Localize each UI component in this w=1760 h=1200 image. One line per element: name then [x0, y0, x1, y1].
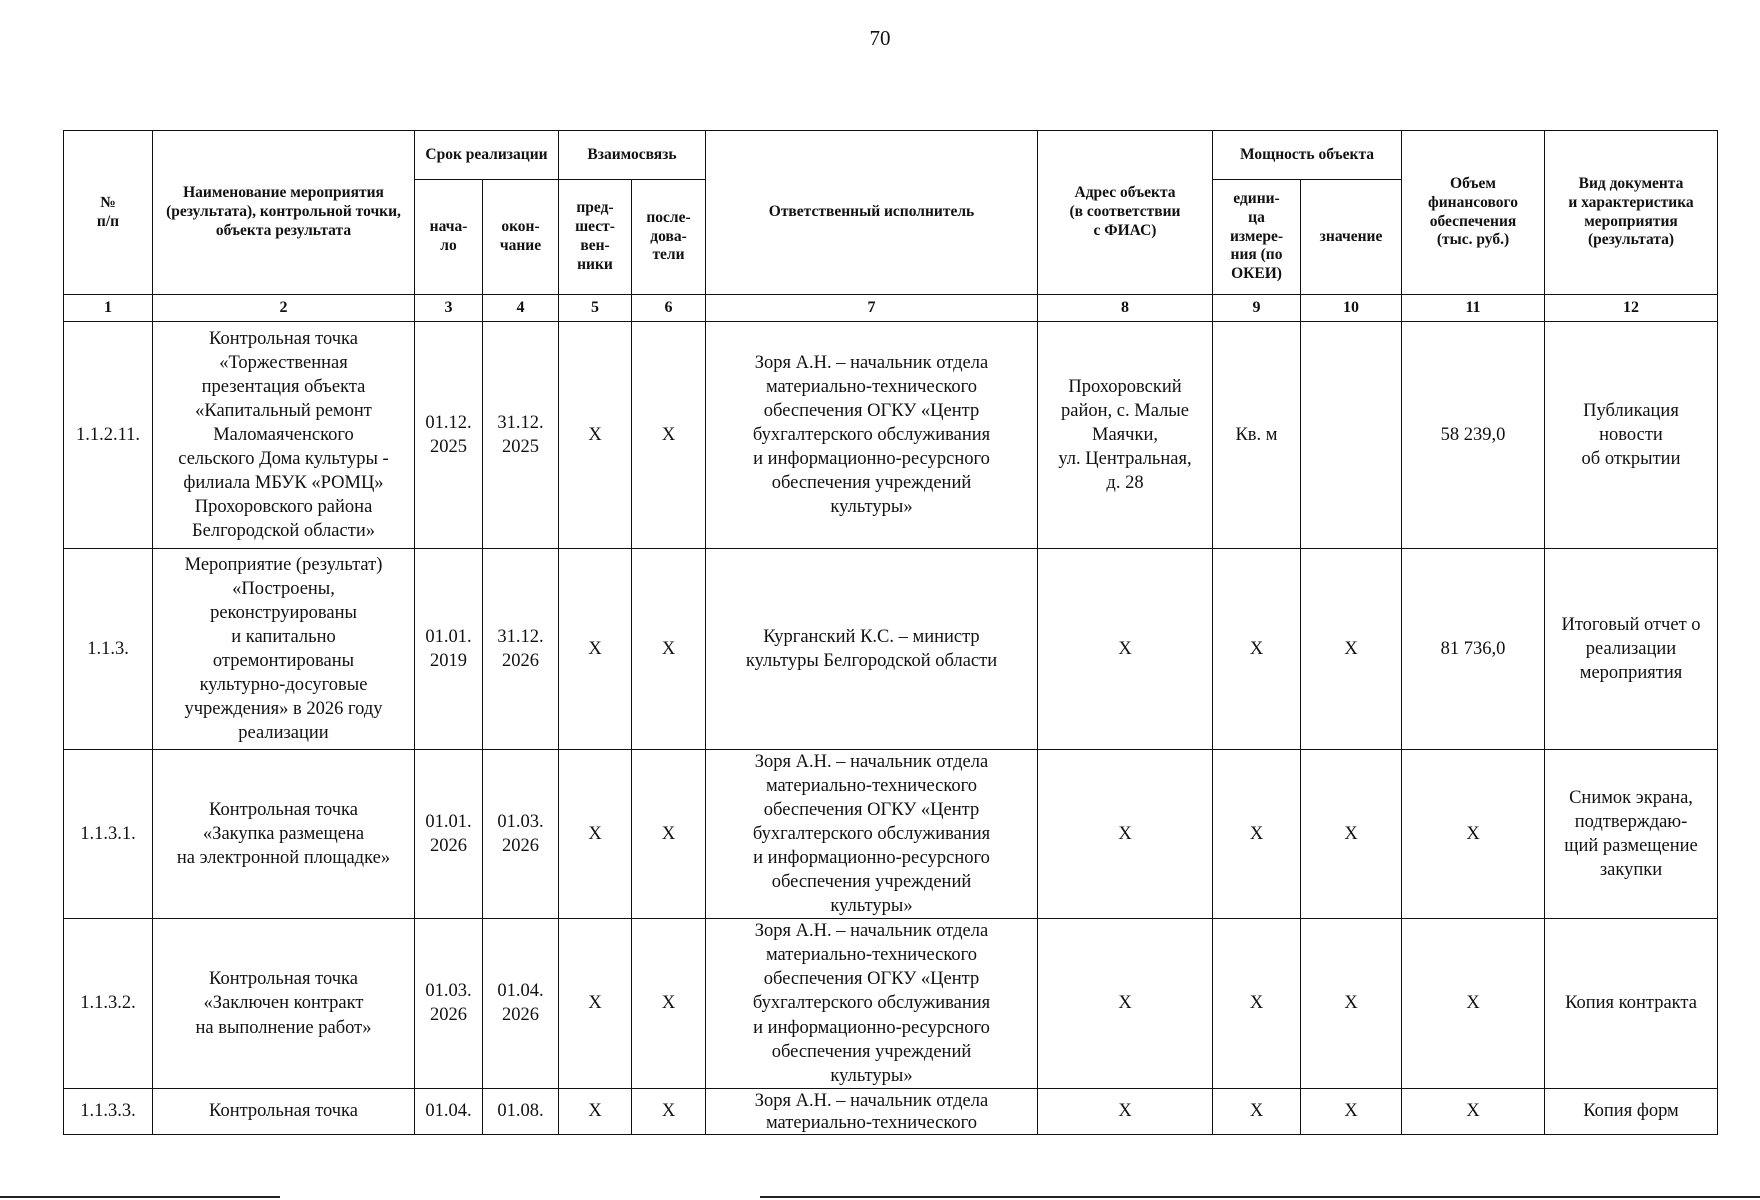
row-end: 31.12. 2026: [483, 549, 559, 750]
column-number: 6: [632, 295, 706, 322]
header-address: Адрес объекта (в соответствии с ФИАС): [1038, 131, 1213, 295]
row-executor: Зоря А.Н. – начальник отдела материально-технического обеспечения ОГКУ «Центр бухгалтерского обслуживания и информационно-ресурсного обеспечения учреждений культуры»: [706, 919, 1038, 1088]
row-start: 01.01. 2019: [415, 549, 483, 750]
column-number: 2: [153, 295, 415, 322]
row-address: X: [1038, 549, 1213, 750]
row-executor: Зоря А.Н. – начальник отдела материально-технического: [706, 1088, 1038, 1134]
row-code: 1.1.3.: [64, 549, 153, 750]
column-number: 1: [64, 295, 153, 322]
header-link-group: Взаимосвязь: [559, 131, 706, 180]
row-prev: X: [559, 1088, 632, 1134]
row-end: 31.12. 2025: [483, 322, 559, 549]
row-prev: X: [559, 919, 632, 1088]
row-value: X: [1301, 549, 1402, 750]
row-finance: 81 736,0: [1402, 549, 1545, 750]
column-number: 11: [1402, 295, 1545, 322]
row-finance: X: [1402, 1088, 1545, 1134]
column-number: 5: [559, 295, 632, 322]
row-address: X: [1038, 1088, 1213, 1134]
row-value: X: [1301, 750, 1402, 919]
row-start: 01.04.: [415, 1088, 483, 1134]
row-code: 1.1.3.1.: [64, 750, 153, 919]
column-number: 8: [1038, 295, 1213, 322]
row-next: X: [632, 322, 706, 549]
header-name: Наименование мероприятия (результата), контрольной точки, объекта результата: [153, 131, 415, 295]
row-unit: X: [1213, 750, 1301, 919]
column-number-row: [64, 295, 1718, 322]
row-name: Мероприятие (результат) «Построены, реконструированы и капитально отремонтированы культурно-досуговые учреждения» в 2026 году реализации: [153, 549, 415, 750]
row-value: [1301, 322, 1402, 549]
column-number: 3: [415, 295, 483, 322]
row-prev: X: [559, 750, 632, 919]
row-executor: Зоря А.Н. – начальник отдела материально-технического обеспечения ОГКУ «Центр бухгалтерского обслуживания и информационно-ресурсного обеспечения учреждений культуры»: [706, 750, 1038, 919]
row-address: Прохоровский район, с. Малые Маячки, ул. Центральная, д. 28: [1038, 322, 1213, 549]
column-number: 10: [1301, 295, 1402, 322]
row-finance: 58 239,0: [1402, 322, 1545, 549]
header-doc: Вид документа и характеристика мероприятия (результата): [1545, 131, 1718, 295]
header-link-next: после- дова- тели: [632, 180, 706, 295]
row-start: 01.03. 2026: [415, 919, 483, 1088]
row-name: Контрольная точка «Торжественная презентация объекта «Капитальный ремонт Маломаяченского сельского Дома культуры - филиала МБУК «РОМЦ» Прохоровского района Белгородской области»: [153, 322, 415, 549]
row-doc: Снимок экрана, подтверждаю- щий размещение закупки: [1545, 750, 1718, 919]
row-name: Контрольная точка «Заключен контракт на выполнение работ»: [153, 919, 415, 1088]
row-unit: Кв. м: [1213, 322, 1301, 549]
row-code: 1.1.3.3.: [64, 1088, 153, 1134]
column-number: 7: [706, 295, 1038, 322]
table-row: [64, 1088, 1718, 1134]
row-end: 01.08.: [483, 1088, 559, 1134]
row-executor: Курганский К.С. – министр культуры Белгородской области: [706, 549, 1038, 750]
row-finance: X: [1402, 919, 1545, 1088]
row-executor: Зоря А.Н. – начальник отдела материально-технического обеспечения ОГКУ «Центр бухгалтерского обслуживания и информационно-ресурсного обеспечения учреждений культуры»: [706, 322, 1038, 549]
plan-table: [63, 130, 1718, 1135]
header-term-start: нача- ло: [415, 180, 483, 295]
header-executor: Ответственный исполнитель: [706, 131, 1038, 295]
header-term-end: окон- чание: [483, 180, 559, 295]
row-prev: X: [559, 549, 632, 750]
header-row-top: [64, 131, 1718, 180]
column-number: 9: [1213, 295, 1301, 322]
row-next: X: [632, 1088, 706, 1134]
column-number: 12: [1545, 295, 1718, 322]
footer-rule: [760, 1196, 1760, 1198]
row-address: X: [1038, 750, 1213, 919]
table-row: [64, 750, 1718, 919]
row-value: X: [1301, 919, 1402, 1088]
row-start: 01.01. 2026: [415, 750, 483, 919]
row-next: X: [632, 750, 706, 919]
footer-rule: [0, 1196, 280, 1198]
header-finance: Объем финансового обеспечения (тыс. руб.): [1402, 131, 1545, 295]
row-name: Контрольная точка «Закупка размещена на электронной площадке»: [153, 750, 415, 919]
row-doc: Копия контракта: [1545, 919, 1718, 1088]
header-capacity-unit: едини- ца измере- ния (по ОКЕИ): [1213, 180, 1301, 295]
row-address: X: [1038, 919, 1213, 1088]
row-prev: X: [559, 322, 632, 549]
row-value: X: [1301, 1088, 1402, 1134]
row-next: X: [632, 549, 706, 750]
row-end: 01.03. 2026: [483, 750, 559, 919]
row-end: 01.04. 2026: [483, 919, 559, 1088]
row-doc: Итоговый отчет о реализации мероприятия: [1545, 549, 1718, 750]
row-doc: Публикация новости об открытии: [1545, 322, 1718, 549]
row-code: 1.1.2.11.: [64, 322, 153, 549]
header-term-group: Срок реализации: [415, 131, 559, 180]
row-unit: X: [1213, 919, 1301, 1088]
row-unit: X: [1213, 1088, 1301, 1134]
table-row: [64, 549, 1718, 750]
header-link-prev: пред- шест- вен- ники: [559, 180, 632, 295]
table-row: [64, 919, 1718, 1088]
row-finance: X: [1402, 750, 1545, 919]
table-row: [64, 322, 1718, 549]
page-number: 70: [869, 26, 891, 50]
row-start: 01.12. 2025: [415, 322, 483, 549]
row-code: 1.1.3.2.: [64, 919, 153, 1088]
header-capacity-group: Мощность объекта: [1213, 131, 1402, 180]
row-name: Контрольная точка: [153, 1088, 415, 1134]
header-capacity-value: значение: [1301, 180, 1402, 295]
row-doc: Копия форм: [1545, 1088, 1718, 1134]
header-num: № п/п: [64, 131, 153, 295]
row-next: X: [632, 919, 706, 1088]
column-number: 4: [483, 295, 559, 322]
row-unit: X: [1213, 549, 1301, 750]
